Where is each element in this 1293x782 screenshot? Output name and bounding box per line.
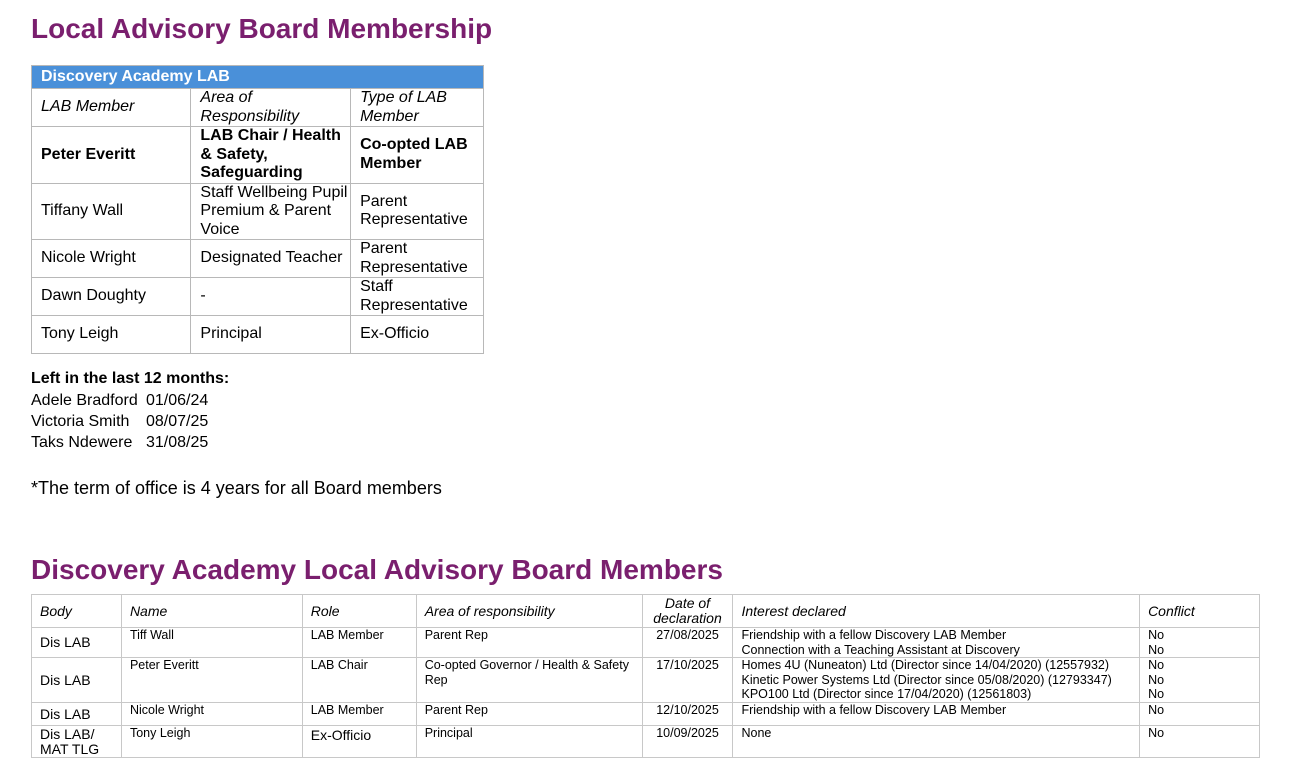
left-name: Adele Bradford [31, 392, 138, 409]
body-cell: Dis LAB/ MAT TLG [32, 726, 122, 758]
interest-cell [733, 703, 1140, 726]
role-cell: Ex-Officio [302, 726, 416, 758]
area-cell: Parent Rep [416, 703, 642, 726]
members-title: Discovery Academy Local Advisory Board Members [31, 554, 723, 585]
header-member: LAB Member [32, 89, 191, 127]
header-body: Body [32, 595, 122, 628]
area-cell: Parent Rep [416, 628, 642, 658]
date-cell: 12/10/2025 [642, 703, 733, 726]
role-cell: LAB Member [302, 703, 416, 726]
name-cell: Tony Leigh [121, 726, 302, 758]
interest-line: Friendship with a fellow Discovery LAB Member [741, 628, 1007, 642]
name-cell: Peter Everitt [121, 658, 302, 703]
area-cell: Principal [416, 726, 642, 758]
member-name: Tiffany Wall [32, 183, 191, 240]
interest-line: Kinetic Power Systems Ltd (Director since 05/08/2020) (12793347) [741, 672, 1112, 687]
header-conflict: Conflict [1140, 595, 1260, 628]
conflict-line: No [1148, 687, 1165, 702]
member-type: Ex-Officio [351, 316, 484, 354]
left-date: 01/06/24 [146, 392, 209, 409]
member-name: Tony Leigh [32, 316, 191, 354]
table-row [32, 127, 484, 184]
left-date: 31/08/25 [146, 434, 209, 451]
member-name: Peter Everitt [32, 127, 191, 184]
member-area: Designated Teacher [191, 240, 351, 278]
conflict-line: No [1148, 628, 1165, 642]
conflict-line: No [1148, 726, 1165, 741]
table-row [32, 278, 484, 316]
member-name: Nicole Wright [32, 240, 191, 278]
name-cell: Tiff Wall [121, 628, 302, 658]
conflict-line: No [1148, 642, 1165, 657]
header-interest: Interest declared [733, 595, 1140, 628]
member-area: LAB Chair / Health & Safety, Safeguarding [191, 127, 351, 184]
header-name: Name [121, 595, 302, 628]
date-cell: 27/08/2025 [642, 628, 733, 658]
interest-cell [733, 726, 1140, 758]
interest-cell [733, 658, 1140, 703]
conflict-line: No [1148, 672, 1165, 687]
area-cell: Co-opted Governor / Health & Safety Rep [416, 658, 642, 703]
header-date [642, 595, 733, 628]
table-header-row [32, 89, 484, 127]
left-name: Taks Ndewere [31, 434, 133, 451]
interest-line: Homes 4U (Nuneaton) Ltd (Director since 14/04/2020) (12557932) [741, 658, 1110, 673]
body-cell: Dis LAB [32, 703, 122, 726]
table-row [32, 628, 1260, 658]
header-date-line: Date of [664, 595, 711, 612]
member-name: Dawn Doughty [32, 278, 191, 316]
left-name: Victoria Smith [31, 413, 130, 430]
table-header-row [32, 595, 1260, 628]
header-area: Area of Responsibility [191, 89, 351, 127]
left-row [31, 390, 208, 411]
table-row [32, 703, 1260, 726]
member-area: Principal [191, 316, 351, 354]
header-date-line: declaration [653, 610, 722, 626]
member-type: Staff Representative [351, 278, 484, 316]
conflict-cell [1140, 703, 1260, 726]
body-cell: Dis LAB [32, 658, 122, 703]
table-row [32, 316, 484, 354]
date-cell: 10/09/2025 [642, 726, 733, 758]
role-cell: LAB Member [302, 628, 416, 658]
conflict-line: No [1148, 703, 1165, 718]
interest-line: Friendship with a fellow Discovery LAB Member [741, 703, 1007, 718]
name-cell: Nicole Wright [121, 703, 302, 726]
table-row [32, 183, 484, 240]
member-type: Co-opted LAB Member [351, 127, 484, 184]
header-type: Type of LAB Member [351, 89, 484, 127]
interest-line: Connection with a Teaching Assistant at Discovery [741, 642, 1020, 657]
member-type: Parent Representative [351, 183, 484, 240]
left-date: 08/07/25 [146, 413, 209, 430]
left-title: Left in the last 12 months: [31, 370, 230, 387]
table-band [32, 66, 484, 89]
conflict-cell [1140, 658, 1260, 703]
member-area: - [191, 278, 351, 316]
body-cell: Dis LAB [32, 628, 122, 658]
header-area: Area of responsibility [416, 595, 642, 628]
header-role: Role [302, 595, 416, 628]
left-row [31, 432, 208, 453]
left-row [31, 411, 208, 432]
board-name: Discovery Academy LAB [32, 66, 484, 89]
date-cell: 17/10/2025 [642, 658, 733, 703]
member-area: Staff Wellbeing Pupil Premium & Parent Voice [191, 183, 351, 240]
conflict-line: No [1148, 658, 1165, 673]
membership-table [31, 65, 484, 354]
table-row [32, 726, 1260, 758]
interest-cell [733, 628, 1140, 658]
role-cell: LAB Chair [302, 658, 416, 703]
page-title: Local Advisory Board Membership [31, 13, 493, 44]
conflict-cell [1140, 628, 1260, 658]
member-type: Parent Representative [351, 240, 484, 278]
members-table [31, 594, 1260, 758]
table-row [32, 240, 484, 278]
term-note: *The term of office is 4 years for all Board members [31, 478, 442, 498]
interest-line: KPO100 Ltd (Director since 17/04/2020) (12561803) [741, 687, 1032, 702]
conflict-cell [1140, 726, 1260, 758]
table-row [32, 658, 1260, 703]
interest-line: None [741, 726, 772, 741]
